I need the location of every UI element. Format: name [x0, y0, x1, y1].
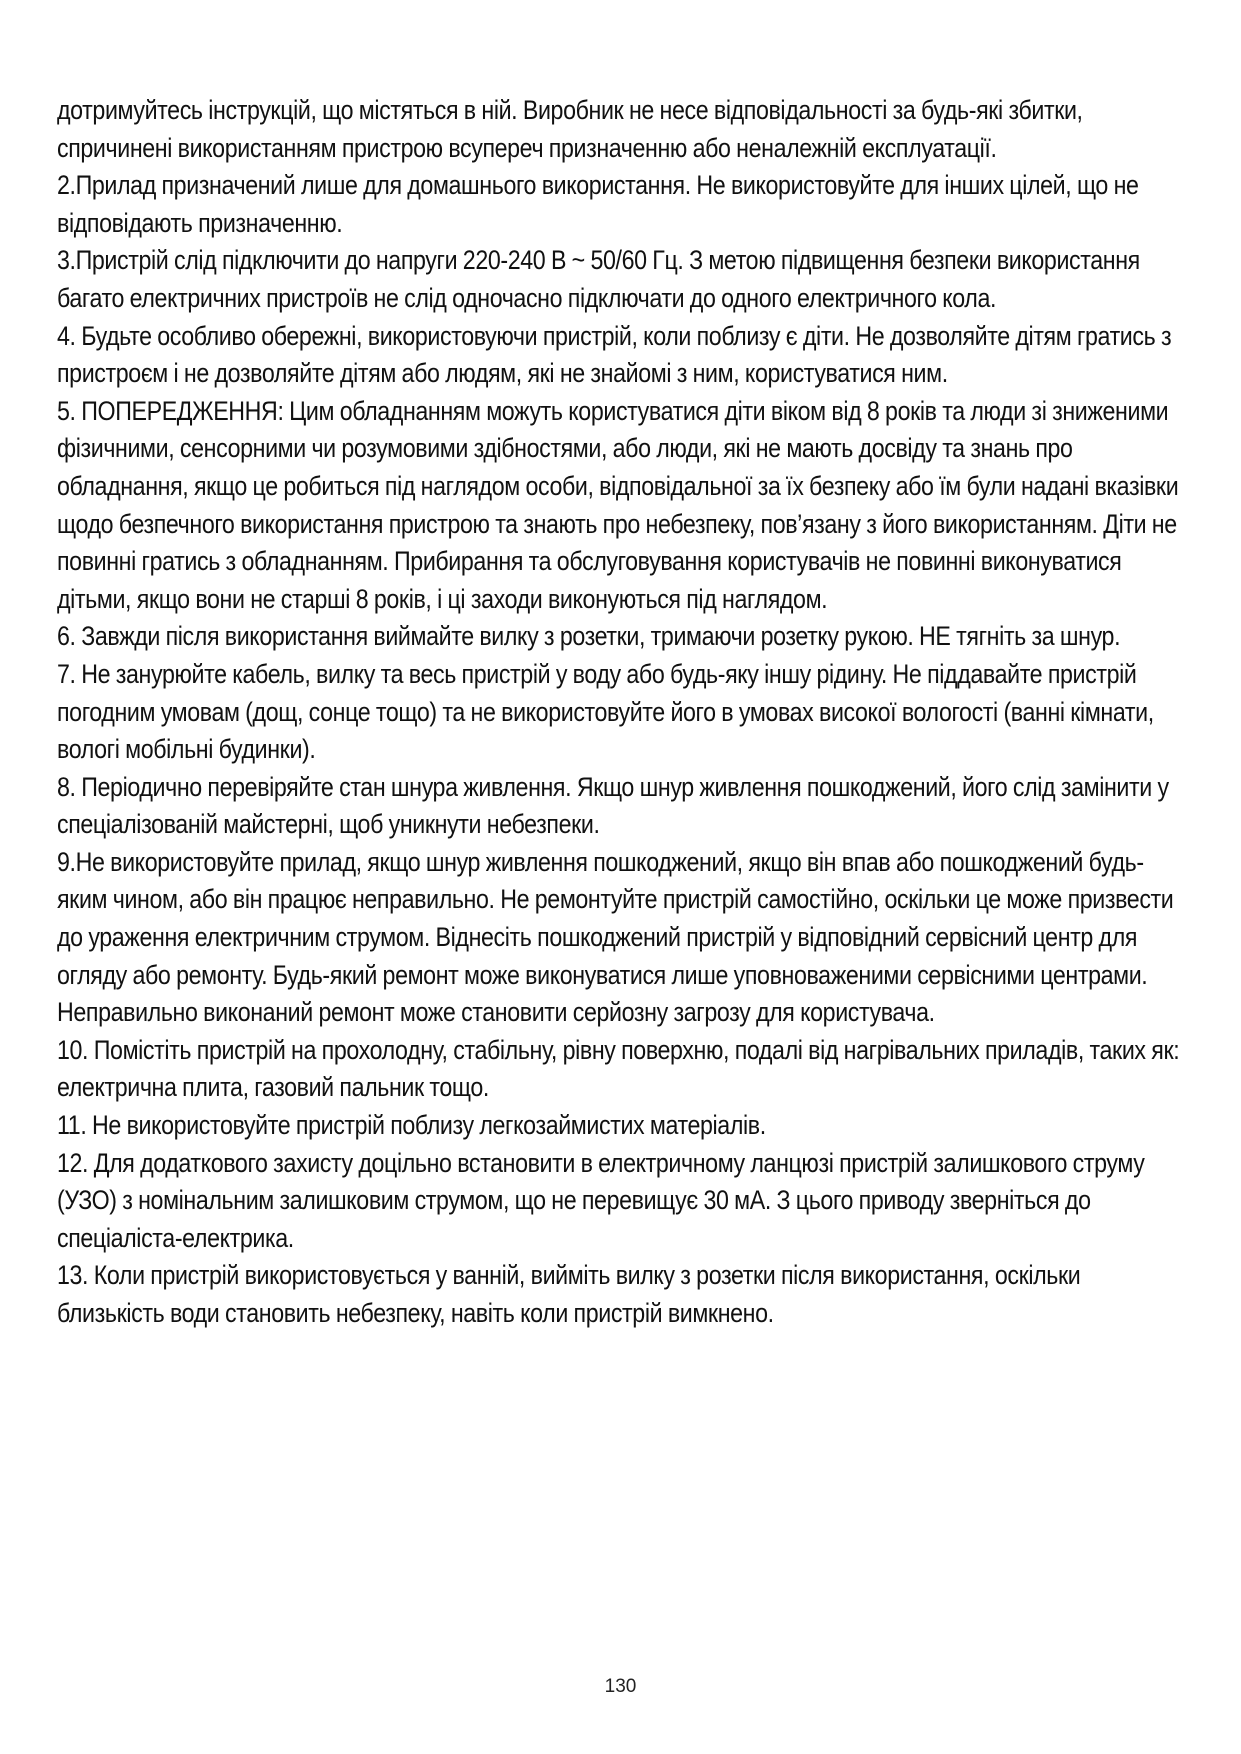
paragraph-continuation: дотримуйтесь інструкцій, що містяться в ній. Виробник не несе відповідальності за будь-які збитки, спричинені використанням пристрою всупереч призначенню або неналежній експлуатації. — [57, 95, 1083, 163]
paragraph-item-10: 10. Помістіть пристрій на прохолодну, стабільну, рівну поверхню, подалі від нагрівальних приладів, таких як: електрична плита, газовий пальник тощо. — [57, 1034, 1180, 1103]
paragraph-item-13: 13. Коли пристрій використовується у ванній, вийміть вилку з розетки після використання, оскільки близькість води становить небезпеку, навіть коли пристрій вимкнено. — [57, 1260, 1081, 1328]
paragraph-item-5-warning: 5. ПОПЕРЕДЖЕННЯ: Цим обладнанням можуть користуватися діти віком від 8 років та люди зі зниженими фізичними, сенсорними чи розумовими здібностями, або люди, які не мають досвіду та знань про обладнання, якщо це робиться під наглядом особи, відповідальної за їх безпеку або їм були надані вказівки щодо безпечного використання пристрою та знають про небезпеку, пов’язану з його використанням. Діти не повинні гратись з обладнанням. Прибирання та обслуговування користувачів не повинні виконуватися дітьми, якщо вони не старші 8 років, і ці заходи виконуються під наглядом. — [57, 395, 1179, 614]
paragraph-item-9: 9.Не використовуйте прилад, якщо шнур живлення пошкоджений, якщо він впав або пошкоджений будь-яким чином, або він працює неправильно. Не ремонтуйте пристрій самостійно, оскільки це може призвести до ураження електричним струмом. Віднесіть пошкоджений пристрій у відповідний сервісний центр для огляду або ремонту. Будь-який ремонт може виконуватися лише уповноваженими сервісними центрами. Неправильно виконаний ремонт може становити серйозну загрозу для користувача. — [57, 846, 1174, 1028]
page-number: 130 — [604, 1676, 637, 1697]
paragraph-item-2: 2.Прилад призначений лише для домашнього використання. Не використовуйте для інших цілей, що не відповідають призначенню. — [57, 170, 1139, 238]
paragraph-item-8: 8. Періодично перевіряйте стан шнура живлення. Якщо шнур живлення пошкоджений, його слід замінити у спеціалізованій майстерні, щоб уникнути небезпеки. — [57, 771, 1169, 840]
paragraph-item-3: 3.Пристрій слід підключити до напруги 220-240 В ~ 50/60 Гц. З метою підвищення безпеки використання багато електричних пристроїв не слід одночасно підключати до одного електричного кола. — [57, 245, 1140, 313]
paragraph-item-12: 12. Для додаткового захисту доцільно встановити в електричному ланцюзі пристрій залишкового струму (УЗО) з номінальним залишковим струмом, що не перевищує 30 мА. З цього приводу зверніться до спеціаліста-електрика. — [57, 1147, 1145, 1253]
document-body — [57, 92, 1192, 1333]
paragraph-item-7: 7. Не занурюйте кабель, вилку та весь пристрій у воду або будь-яку іншу рідину. Не піддавайте пристрій погодним умовам (дощ, сонце тощо) та не використовуйте його в умовах високої вологості (ванні кімнати, вологі мобільні будинки). — [57, 658, 1154, 765]
paragraph-item-6: 6. Завжди після використання виймайте вилку з розетки, тримаючи розетку рукою. НЕ тягніть за шнур. — [57, 621, 1121, 652]
paragraph-item-11: 11. Не використовуйте пристрій поблизу легкозаймистих матеріалів. — [57, 1110, 766, 1141]
paragraph-item-4: 4. Будьте особливо обережні, використовуючи пристрій, коли поблизу є діти. Не дозволяйте дітям гратись з пристроєм і не дозволяйте дітям або людям, які не знайомі з ним, користуватися ним. — [57, 320, 1172, 389]
